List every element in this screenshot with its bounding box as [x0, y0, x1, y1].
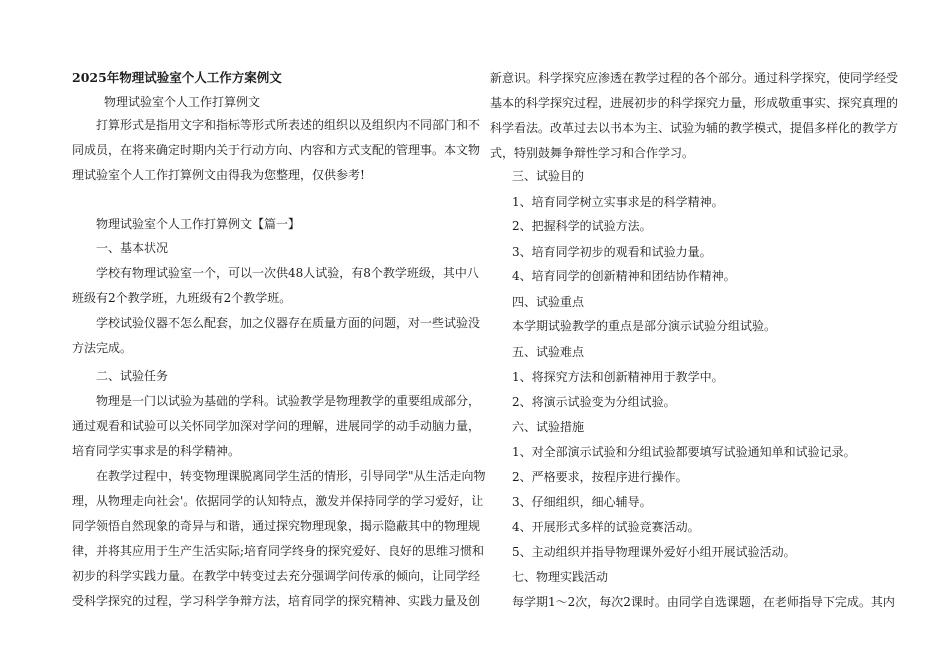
left-text-line: 同学领悟自然现象的奇异与和谐，通过探究物理现象，揭示隐蔽其中的物理规	[72, 519, 481, 533]
right-text-line: 5、主动组织并指导物理课外爱好小组开展试验活动。	[512, 545, 796, 559]
right-text-line: 每学期1～2次，每次2课时。由同学自选课题，在老师指导下完成。其内	[512, 595, 895, 609]
right-text-line: 基本的科学探究过程，进展初步的科学探究力量，形成敬重事实、探究真理的	[490, 96, 899, 110]
right-text-line: 2、把握科学的试验方法。	[512, 219, 652, 233]
right-text-line: 四、试验重点	[512, 295, 585, 309]
right-text-line: 新意识。科学探究应渗透在教学过程的各个部分。通过科学探究，使同学经受	[490, 71, 899, 85]
right-text-line: 2、严格要求，按程序进行操作。	[512, 470, 688, 484]
left-text-line: 学校试验仪器不怎么配套，加之仪器存在质量方面的问题，对一些试验没	[96, 316, 481, 330]
left-text-line: 理，从物理走向社会'。依据同学的认知特点，激发并保持同学的学习爱好，让	[72, 494, 484, 508]
right-text-line: 3、仔细组织，细心辅导。	[512, 495, 652, 509]
left-text-line: 班级有2个教学班，九班级有2个教学班。	[72, 291, 292, 305]
left-text-line: 物理试验室个人工作打算例文【篇一】	[96, 217, 301, 231]
left-text-line: 同成员，在将来确定时期内关于行动方向、内容和方式支配的管理事。本文物	[72, 143, 481, 157]
right-text-line: 七、物理实践活动	[512, 570, 609, 584]
left-text-line: 通过观看和试验可以关怀同学加深对学问的理解，进展同学的动手动脑力量，	[72, 419, 481, 433]
right-text-line: 1、培育同学树立实事求是的科学精神。	[512, 195, 724, 209]
left-text-line: 物理是一门以试验为基础的学科。试验教学是物理教学的重要组成部分，	[96, 394, 481, 408]
left-text-line: 在教学过程中，转变物理课脱离同学生活的情形，引导同学"从生活走向物	[96, 469, 486, 483]
right-text-line: 4、开展形式多样的试验竞赛活动。	[512, 520, 700, 534]
right-text-line: 本学期试验教学的重点是部分演示试验分组试验。	[512, 319, 777, 333]
left-text-line: 打算形式是指用文字和指标等形式所表述的组织以及组织内不同部门和不	[96, 118, 481, 132]
left-text-line: 律，并将其应用于生产生活实际;培育同学终身的探究爱好、良好的思维习惯和	[72, 544, 485, 558]
right-text-line: 1、将探究方法和创新精神用于教学中。	[512, 370, 724, 384]
right-text-line: 五、试验难点	[512, 345, 585, 359]
left-text-line: 理试验室个人工作打算例文由得我为您整理，仅供参考!	[72, 168, 365, 182]
document-title: 2025年物理试验室个人工作方案例文	[72, 70, 282, 85]
right-text-line: 1、对全部演示试验和分组试验都要填写试验通知单和试验记录。	[512, 445, 856, 459]
right-text-line: 4、培育同学的创新精神和团结协作精神。	[512, 269, 736, 283]
right-text-line: 2、将演示试验变为分组试验。	[512, 395, 676, 409]
left-text-line: 培育同学实事求是的科学精神。	[72, 444, 241, 458]
right-text-line: 三、试验目的	[512, 169, 585, 183]
right-text-line: 式，特别鼓舞争辩性学习和合作学习。	[490, 146, 695, 160]
left-text-line: 方法完成。	[72, 341, 133, 355]
right-text-line: 3、培育同学初步的观看和试验力量。	[512, 245, 712, 259]
left-text-line: 初步的科学实践力量。在教学中转变过去充分强调学问传承的倾向，让同学经	[72, 569, 481, 583]
left-text-line: 二、试验任务	[96, 369, 169, 383]
left-text-line: 学校有物理试验室一个，可以一次供48人试验，有8个教学班级，其中八	[96, 266, 479, 280]
right-text-line: 六、试验措施	[512, 420, 585, 434]
left-text-line: 一、基本状况	[96, 241, 169, 255]
left-text-line: 物理试验室个人工作打算例文	[104, 95, 261, 109]
left-text-line: 受科学探究的过程，学习科学争辩方法，培育同学的探究精神、实践力量及创	[72, 594, 481, 608]
right-text-line: 科学看法。改革过去以书本为主、试验为辅的教学模式，提倡多样化的教学方	[490, 121, 899, 135]
